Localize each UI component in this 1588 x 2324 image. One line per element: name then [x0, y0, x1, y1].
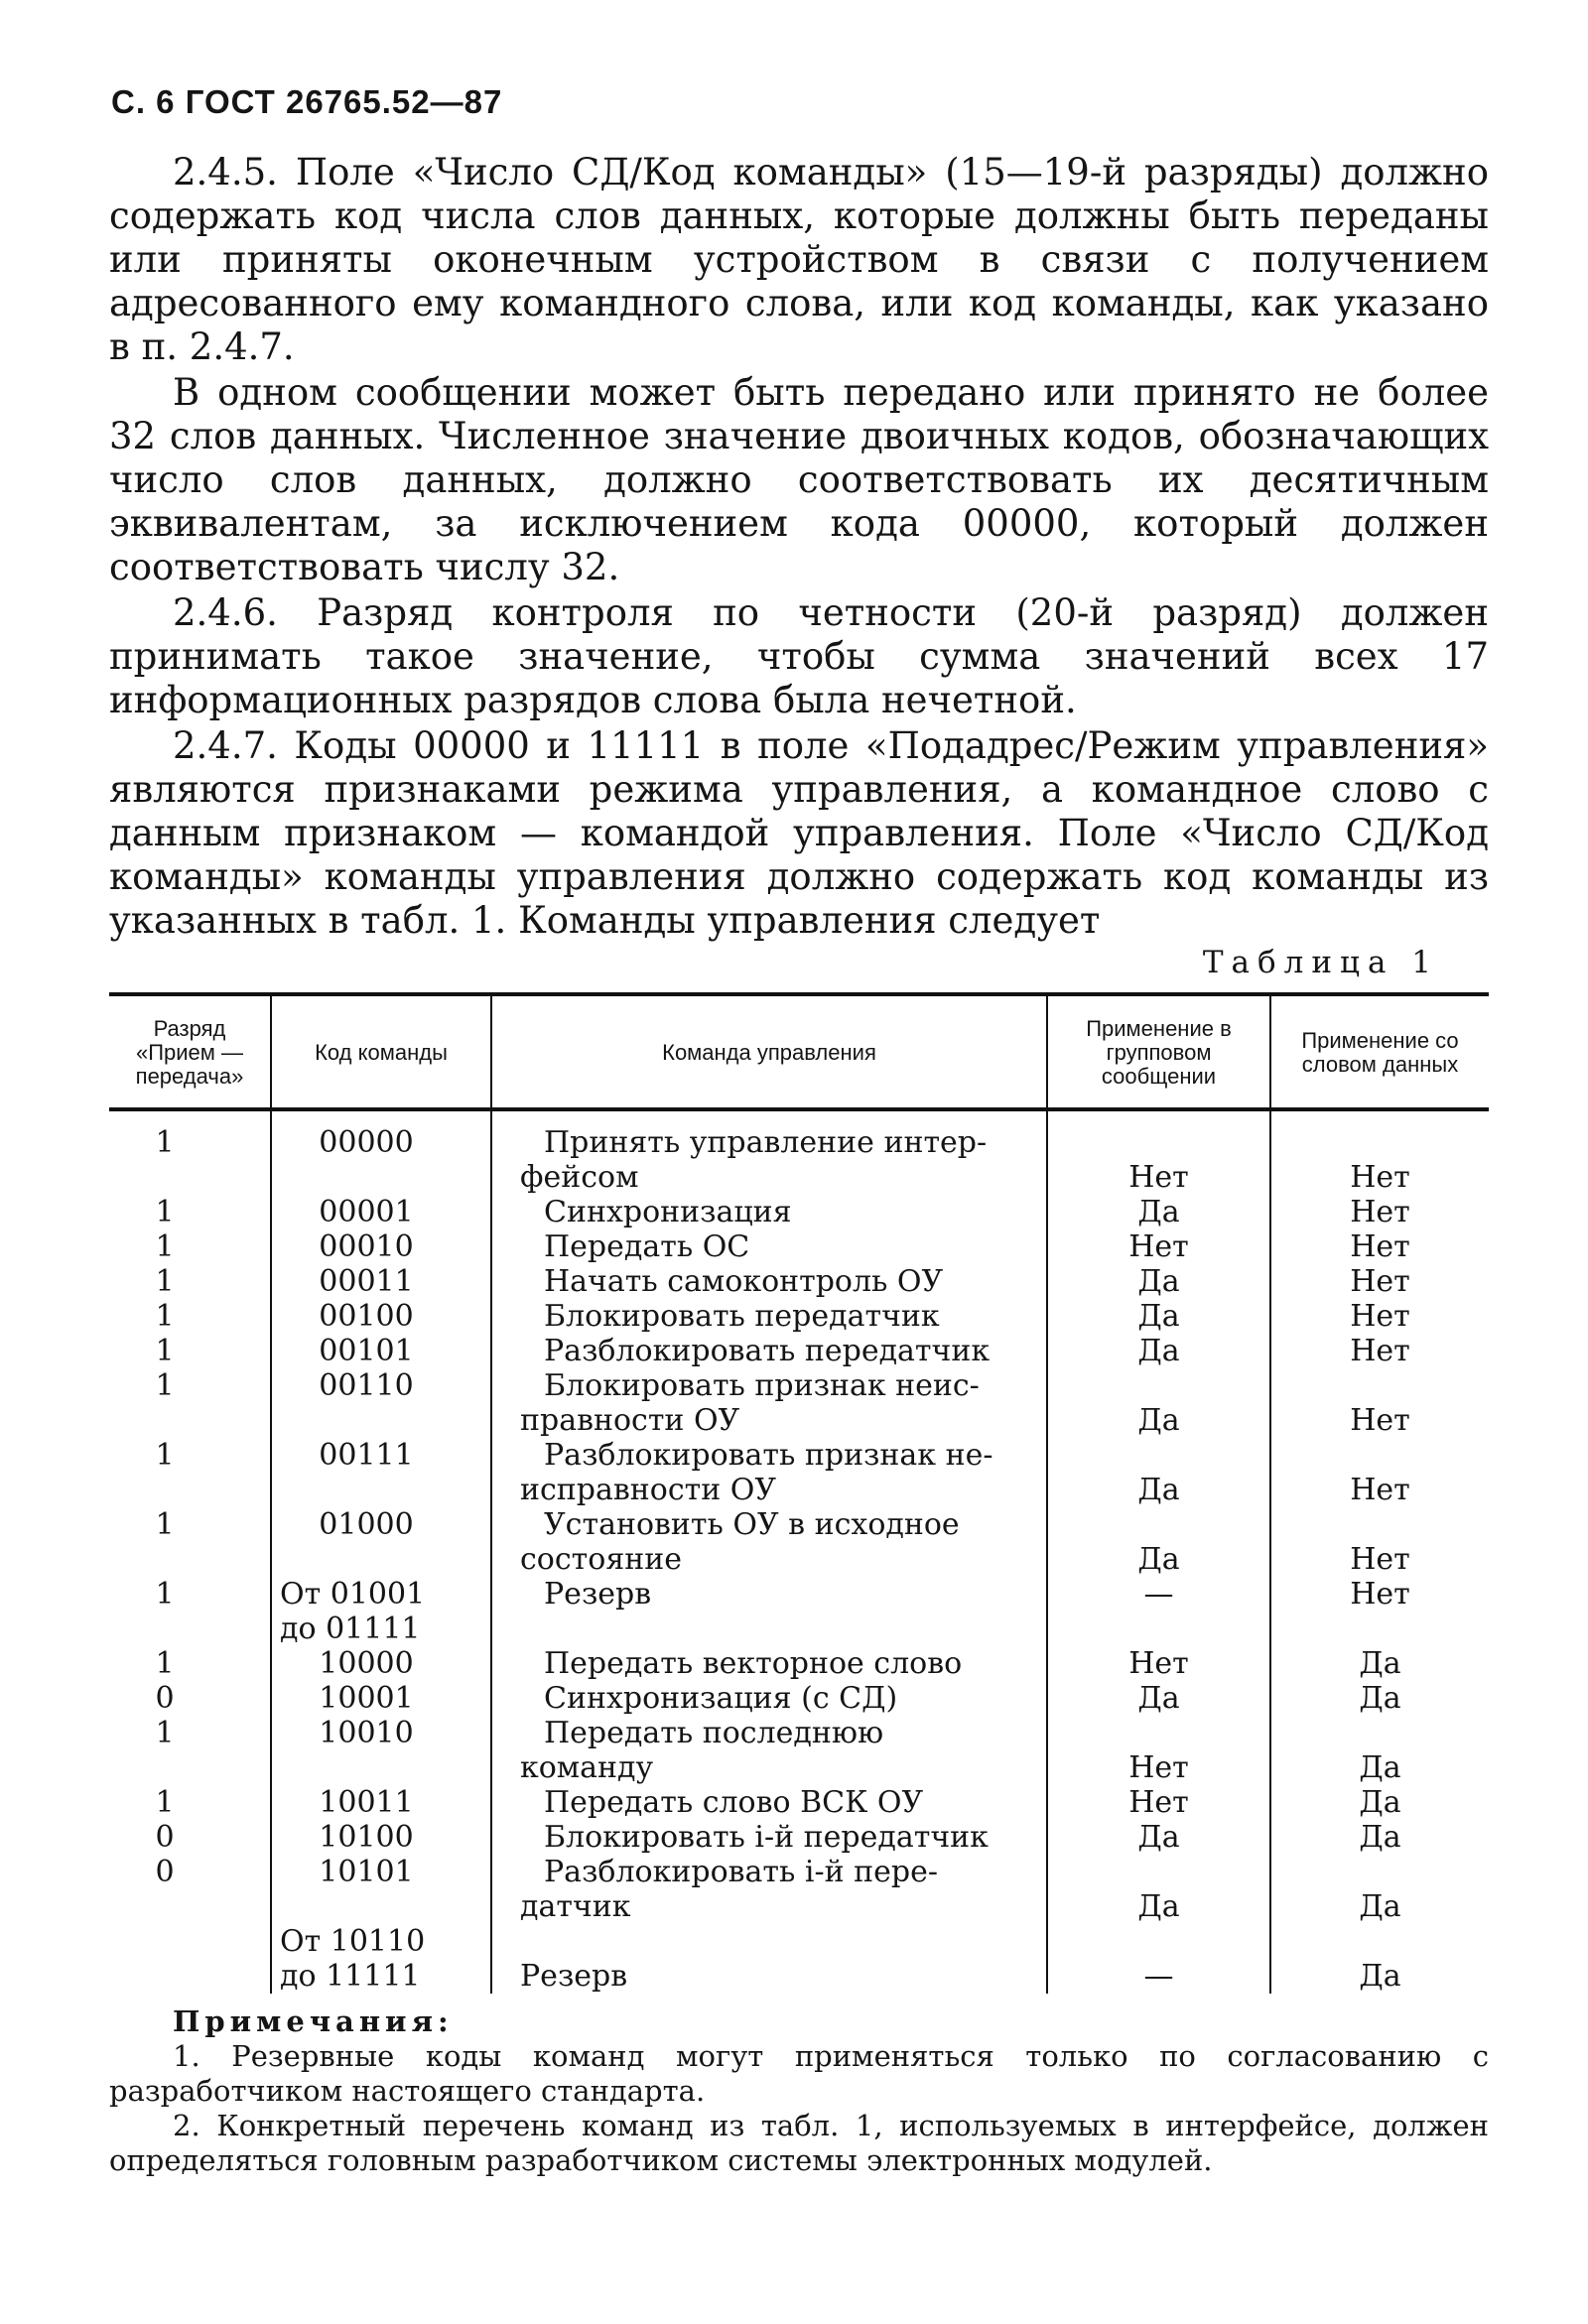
command-line: Разблокировать i-й пере-	[544, 1855, 938, 1889]
command-line: Блокировать i-й передатчик	[544, 1820, 989, 1855]
command-line: исправности ОУ	[520, 1473, 777, 1507]
header-data: Применение со словом данных	[1270, 994, 1489, 1109]
code-line: 10101	[319, 1855, 414, 1889]
cell-bit: 1	[155, 1438, 175, 1473]
cell-data: Нет	[1270, 1109, 1489, 1195]
cell-command	[491, 1195, 1047, 1229]
code-line: 00101	[319, 1334, 414, 1368]
cell-group: Да	[1047, 1855, 1270, 1924]
cell-data: Да	[1270, 1716, 1489, 1785]
cell-command	[491, 1368, 1047, 1438]
cell-command	[491, 1229, 1047, 1264]
cell-group: Нет	[1047, 1646, 1270, 1681]
cell-data: Да	[1270, 1820, 1489, 1855]
paragraph-2-4-7: 2.4.7. Коды 00000 и 11111 в поле «Подадрес/Режим управления» являются признаками режима управления, а командное слово с данным признаком — командой управления. Поле «Число СД/Код команды» команды управления должно содержать код команды из указанных в табл. 1. Команды управления следует	[109, 724, 1489, 942]
command-line: Передать слово ВСК ОУ	[544, 1785, 924, 1820]
code-line: 00001	[319, 1195, 414, 1229]
cell-code	[271, 1577, 491, 1646]
command-line: Разблокировать передатчик	[544, 1334, 991, 1368]
table-row	[109, 1681, 1489, 1716]
cell-command	[491, 1438, 1047, 1507]
paragraph-2-4-6: 2.4.6. Разряд контроля по четности (20-й разряд) должен принимать такое значение, чтобы сумма значений всех 17 информационных разрядов слова была нечетной.	[109, 591, 1489, 721]
code-line: до 01111	[280, 1612, 421, 1646]
table-row	[109, 1229, 1489, 1264]
cell-command	[491, 1855, 1047, 1924]
cell-group: Да	[1047, 1681, 1270, 1716]
command-line: Синхронизация (с СД)	[544, 1681, 898, 1716]
code-line: 00010	[319, 1229, 414, 1264]
table-row	[109, 1577, 1489, 1646]
code-line: 01000	[319, 1507, 414, 1542]
cell-group: Да	[1047, 1820, 1270, 1855]
cell-data: Да	[1270, 1785, 1489, 1820]
paragraph-word-count: В одном сообщении может быть передано или принято не более 32 слов данных. Численное значение двоичных кодов, обозначающих число слов данных, должно соответствовать их десятичным эквивалентам, за исключением кода 00000, который должен соответствовать числу 32.	[109, 371, 1489, 588]
cell-command	[491, 1507, 1047, 1577]
note-2: 2. Конкретный перечень команд из табл. 1, используемых в интерфейсе, должен определяться головным разработчиком системы электронных модулей.	[109, 2109, 1489, 2177]
body-text	[109, 151, 1489, 945]
header-group: Применение в групповом сообщении	[1047, 994, 1270, 1109]
cell-bit: 1	[155, 1299, 175, 1334]
cell-command	[491, 1681, 1047, 1716]
table-row	[109, 1855, 1489, 1924]
code-line: От 01001	[280, 1577, 426, 1612]
code-line: 00011	[319, 1264, 414, 1299]
notes-title: Примечания:	[173, 2004, 454, 2038]
code-line: 00110	[319, 1368, 414, 1403]
header-code: Код команды	[271, 994, 491, 1109]
cell-data: Нет	[1270, 1507, 1489, 1577]
cell-code	[271, 1681, 491, 1716]
table-row	[109, 1368, 1489, 1438]
cell-group: Нет	[1047, 1229, 1270, 1264]
code-line: 10001	[319, 1681, 414, 1716]
cell-code	[271, 1334, 491, 1368]
cell-group: Да	[1047, 1507, 1270, 1577]
cell-bit: 1	[155, 1716, 175, 1750]
command-line: Начать самоконтроль ОУ	[544, 1264, 944, 1299]
cell-bit: 1	[155, 1368, 175, 1403]
cell-data: Да	[1270, 1855, 1489, 1924]
cell-group: Да	[1047, 1195, 1270, 1229]
cell-group: Да	[1047, 1438, 1270, 1507]
cell-group: Нет	[1047, 1109, 1270, 1195]
cell-code	[271, 1507, 491, 1577]
cell-code	[271, 1855, 491, 1924]
cell-bit	[109, 1924, 271, 1994]
table-row	[109, 1109, 1489, 1195]
cell-data: Нет	[1270, 1264, 1489, 1299]
cell-bit: 1	[155, 1229, 175, 1264]
cell-bit: 1	[155, 1577, 175, 1612]
cell-bit: 1	[155, 1125, 175, 1160]
cell-code	[271, 1785, 491, 1820]
cell-code	[271, 1299, 491, 1334]
cell-bit: 0	[155, 1681, 175, 1716]
cell-group: Да	[1047, 1334, 1270, 1368]
cell-group: Да	[1047, 1264, 1270, 1299]
table-caption: Таблица 1	[1202, 945, 1439, 980]
code-line: 10010	[319, 1716, 414, 1750]
cell-data: Нет	[1270, 1438, 1489, 1507]
command-line	[544, 1924, 1038, 1959]
table-row	[109, 1646, 1489, 1681]
cell-data: Да	[1270, 1681, 1489, 1716]
cell-command	[491, 1577, 1047, 1646]
command-line: Блокировать признак неис-	[544, 1368, 980, 1403]
header-command: Команда управления	[491, 994, 1047, 1109]
command-line: Принять управление интер-	[544, 1125, 988, 1160]
command-line: Передать последнюю	[544, 1716, 884, 1750]
cell-bit: 1	[155, 1195, 175, 1229]
cell-group: Нет	[1047, 1785, 1270, 1820]
cell-data: Нет	[1270, 1299, 1489, 1334]
code-line: до 11111	[280, 1959, 421, 1994]
command-line: Установить ОУ в исходное	[544, 1507, 960, 1542]
table-row	[109, 1195, 1489, 1229]
command-table	[109, 992, 1489, 1994]
cell-code	[271, 1229, 491, 1264]
cell-group: Нет	[1047, 1716, 1270, 1785]
cell-data: Нет	[1270, 1334, 1489, 1368]
command-line: датчик	[520, 1889, 631, 1924]
cell-command	[491, 1716, 1047, 1785]
cell-command	[491, 1785, 1047, 1820]
cell-bit: 0	[155, 1820, 175, 1855]
cell-command	[491, 1820, 1047, 1855]
command-line: Разблокировать признак не-	[544, 1438, 993, 1473]
table-row	[109, 1438, 1489, 1507]
code-line: 00100	[319, 1299, 414, 1334]
code-line: 10000	[319, 1646, 414, 1681]
table-row	[109, 1716, 1489, 1785]
code-line: 00111	[319, 1438, 414, 1473]
table-row	[109, 1785, 1489, 1820]
cell-group: —	[1047, 1577, 1270, 1646]
code-line: От 10110	[280, 1924, 426, 1959]
cell-group: —	[1047, 1924, 1270, 1994]
code-line: 00000	[319, 1125, 414, 1160]
command-line: фейсом	[520, 1160, 639, 1195]
notes	[109, 2004, 1489, 2178]
table-row	[109, 1264, 1489, 1299]
cell-command	[491, 1264, 1047, 1299]
page-header: С. 6 ГОСТ 26765.52—87	[111, 83, 503, 120]
cell-bit: 0	[155, 1855, 175, 1889]
cell-code	[271, 1924, 491, 1994]
cell-data: Нет	[1270, 1577, 1489, 1646]
cell-command	[491, 1109, 1047, 1195]
cell-code	[271, 1646, 491, 1681]
cell-bit: 1	[155, 1507, 175, 1542]
header-bit: Разряд «Прием — передача»	[109, 994, 271, 1109]
table-body	[109, 1109, 1489, 1994]
cell-data: Да	[1270, 1924, 1489, 1994]
code-line: 10011	[319, 1785, 414, 1820]
table-header-row	[109, 994, 1489, 1109]
command-line: Резерв	[520, 1959, 628, 1994]
command-line: команду	[520, 1750, 654, 1785]
table-row	[109, 1299, 1489, 1334]
cell-code	[271, 1716, 491, 1785]
cell-bit: 1	[155, 1264, 175, 1299]
cell-command	[491, 1334, 1047, 1368]
cell-command	[491, 1299, 1047, 1334]
cell-code	[271, 1820, 491, 1855]
cell-command	[491, 1646, 1047, 1681]
cell-data: Нет	[1270, 1368, 1489, 1438]
paragraph-2-4-5: 2.4.5. Поле «Число СД/Код команды» (15—19-й разряды) должно содержать код числа слов данных, которые должны быть переданы или приняты оконечным устройством в связи с получением адресованного ему командного слова, или код команды, как указано в п. 2.4.7.	[109, 151, 1489, 368]
table-row	[109, 1507, 1489, 1577]
cell-code	[271, 1264, 491, 1299]
note-1: 1. Резервные коды команд могут применяться только по согласованию с разработчиком настоящего стандарта.	[109, 2039, 1489, 2108]
table-row	[109, 1334, 1489, 1368]
cell-data: Нет	[1270, 1229, 1489, 1264]
table-row	[109, 1924, 1489, 1994]
command-line: Резерв	[544, 1577, 652, 1612]
cell-group: Да	[1047, 1299, 1270, 1334]
cell-data: Да	[1270, 1646, 1489, 1681]
command-line: Синхронизация	[544, 1195, 792, 1229]
cell-bit: 1	[155, 1785, 175, 1820]
cell-code	[271, 1368, 491, 1438]
code-line: 10100	[319, 1820, 414, 1855]
cell-code	[271, 1109, 491, 1195]
cell-code	[271, 1195, 491, 1229]
command-line: правности ОУ	[520, 1403, 740, 1438]
cell-bit: 1	[155, 1646, 175, 1681]
cell-bit: 1	[155, 1334, 175, 1368]
command-line: Блокировать передатчик	[544, 1299, 940, 1334]
cell-code	[271, 1438, 491, 1507]
table-row	[109, 1820, 1489, 1855]
command-line: состояние	[520, 1542, 682, 1577]
cell-group: Да	[1047, 1368, 1270, 1438]
command-line: Передать ОС	[544, 1229, 750, 1264]
command-line: Передать векторное слово	[544, 1646, 963, 1681]
cell-data: Нет	[1270, 1195, 1489, 1229]
cell-command	[491, 1924, 1047, 1994]
